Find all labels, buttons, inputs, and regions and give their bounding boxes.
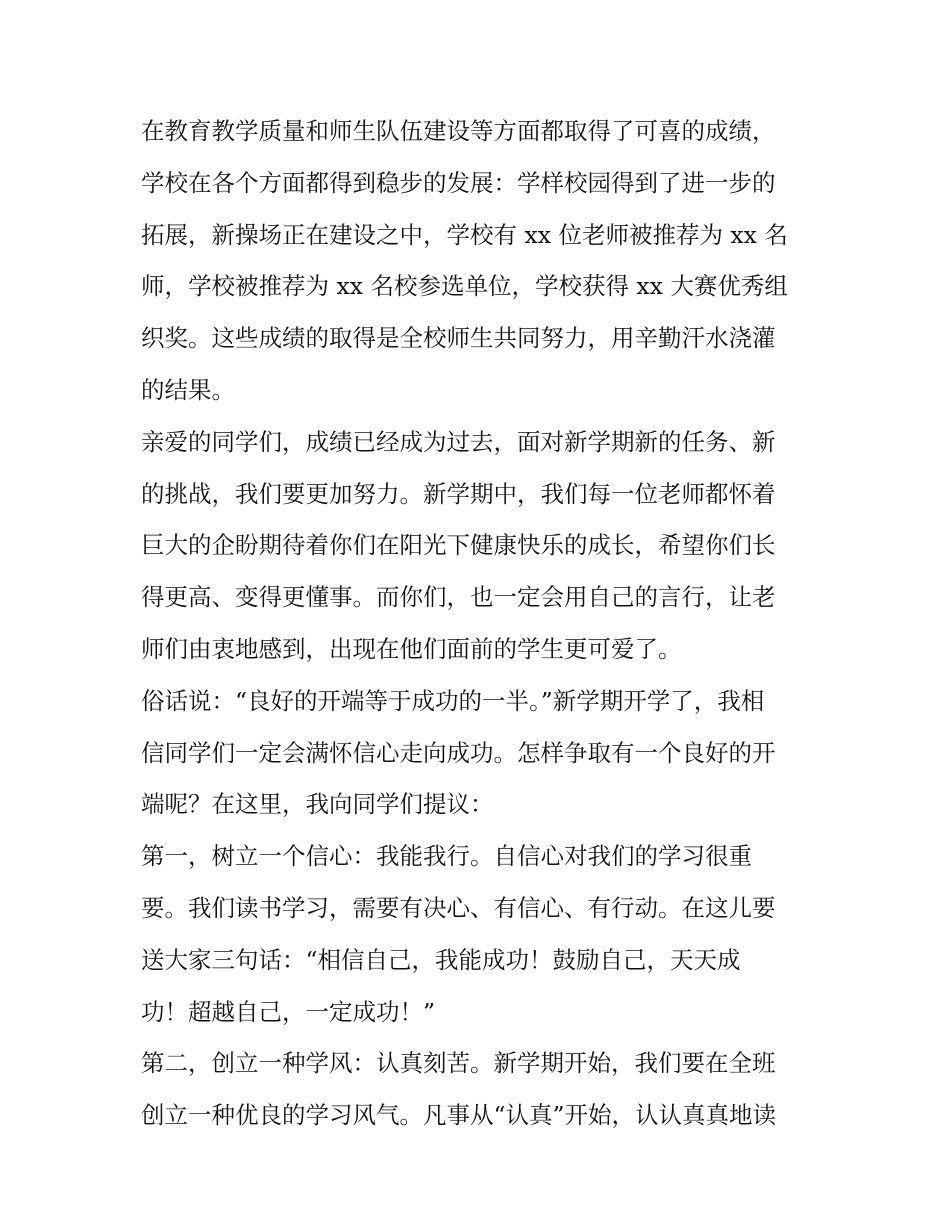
text-line: 要。我们读书学习，需要有决心、有信心、有行动。在这儿要 [141, 893, 776, 922]
text-line: 信同学们一定会满怀信心走向成功。怎样争取有一个良好的开 [141, 738, 776, 767]
text-line: 织奖。这些成绩的取得是全校师生共同努力，用辛勤汗水浇灌 [141, 324, 776, 353]
text-line: 拓展，新操场正在建设之中，学校有 xx 位老师被推荐为 xx 名 [141, 220, 788, 249]
text-line: 功！超越自己，一定成功！” [141, 997, 436, 1026]
text-line: 的结果。 [141, 375, 235, 404]
text-line: 送大家三句话：“相信自己，我能成功！鼓励自己，天天成 [141, 945, 741, 974]
text-line: 俗话说：“良好的开端等于成功的一半。”新学期开学了，我相 [141, 686, 765, 715]
text-line: 巨大的企盼期待着你们在阳光下健康快乐的成长，希望你们长 [141, 531, 776, 560]
text-line: 得更高、变得更懂事。而你们，也一定会用自己的言行，让老 [141, 583, 776, 612]
text-line: 第二，创立一种学风：认真刻苦。新学期开始，我们要在全班 [141, 1049, 776, 1078]
text-line: 学校在各个方面都得到稳步的发展：学样校园得到了进一步的 [141, 168, 776, 197]
document-body [141, 106, 821, 1142]
text-line: 亲爱的同学们，成绩已经成为过去，面对新学期新的任务、新 [141, 427, 776, 456]
text-line: 的挑战，我们要更加努力。新学期中，我们每一位老师都怀着 [141, 479, 776, 508]
text-line: 在教育教学质量和师生队伍建设等方面都取得了可喜的成绩， [141, 117, 776, 145]
text-line: 端呢？在这里，我向同学们提议： [141, 790, 494, 819]
text-line: 师，学校被推荐为 xx 名校参选单位，学校获得 xx 大赛优秀组 [141, 272, 788, 301]
text-line: 第一，树立一个信心：我能我行。自信心对我们的学习很重 [141, 842, 752, 871]
text-line: 创立一种优良的学习风气。凡事从“认真”开始，认认真真地读 [141, 1101, 777, 1130]
text-line: 师们由衷地感到，出现在他们面前的学生更可爱了。 [141, 634, 682, 663]
